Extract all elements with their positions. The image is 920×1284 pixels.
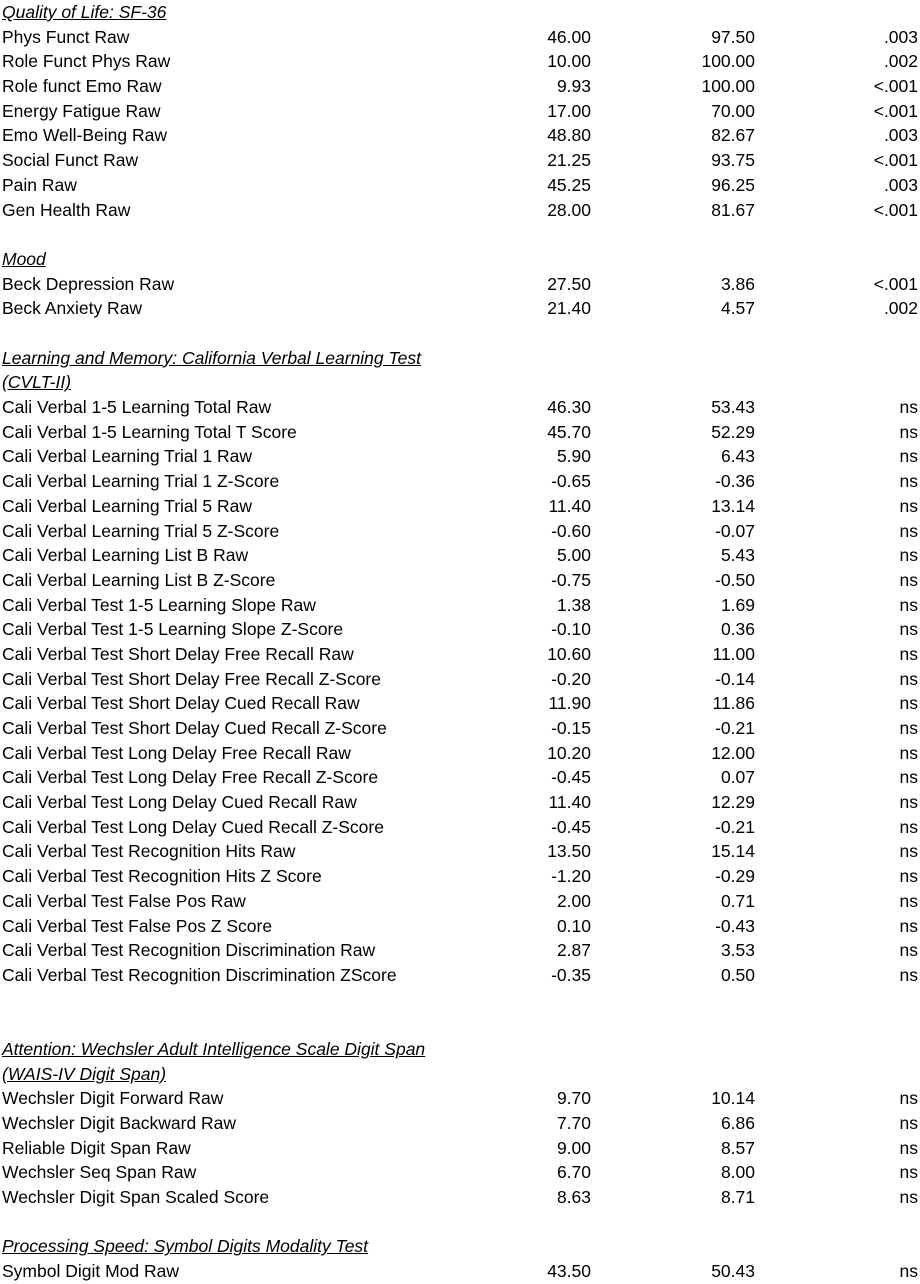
value-group-2: 53.43 bbox=[711, 397, 755, 418]
value-group-1: 9.00 bbox=[556, 1137, 591, 1158]
table-row bbox=[0, 494, 920, 519]
p-value: <.001 bbox=[873, 273, 918, 294]
p-value: .002 bbox=[883, 298, 918, 319]
value-group-1: 2.87 bbox=[556, 940, 591, 961]
table-row bbox=[0, 173, 920, 198]
table-row bbox=[0, 519, 920, 544]
value-group-2: 96.25 bbox=[711, 174, 755, 195]
value-group-2: 0.71 bbox=[720, 890, 755, 911]
value-group-1: 46.00 bbox=[547, 26, 591, 47]
table-row bbox=[0, 815, 920, 840]
p-value: ns bbox=[899, 471, 918, 492]
p-value: ns bbox=[899, 520, 918, 541]
value-group-2: 1.69 bbox=[720, 594, 755, 615]
value-group-2: 8.57 bbox=[720, 1137, 755, 1158]
row-label: Cali Verbal Learning Trial 1 Z-Score bbox=[2, 471, 280, 492]
value-group-1: -0.65 bbox=[551, 471, 591, 492]
row-label: Phys Funct Raw bbox=[2, 26, 130, 47]
p-value: ns bbox=[899, 397, 918, 418]
value-group-2: 81.67 bbox=[711, 199, 755, 220]
value-group-1: -0.45 bbox=[551, 767, 591, 788]
value-group-2: -0.43 bbox=[715, 915, 755, 936]
p-value: .003 bbox=[883, 26, 918, 47]
value-group-1: 48.80 bbox=[547, 125, 591, 146]
table-row bbox=[0, 272, 920, 297]
row-label: Cali Verbal Test Long Delay Cued Recall Z-Score bbox=[2, 816, 384, 837]
row-label: Cali Verbal Test Recognition Discrimination Raw bbox=[2, 940, 376, 961]
value-group-2: -0.21 bbox=[715, 718, 755, 738]
table-row bbox=[0, 667, 920, 692]
section-heading bbox=[0, 1037, 432, 1086]
value-group-2: 3.86 bbox=[720, 273, 755, 294]
table-row bbox=[0, 765, 920, 790]
p-value: ns bbox=[899, 841, 918, 862]
p-value: ns bbox=[899, 569, 918, 590]
section-spacer bbox=[0, 321, 920, 346]
table-row bbox=[0, 1111, 920, 1136]
value-group-2: -0.07 bbox=[715, 520, 755, 541]
section-heading-text: Processing Speed: Symbol Digits Modality Test bbox=[2, 1236, 369, 1257]
value-group-1: 17.00 bbox=[547, 100, 591, 121]
row-label: Cali Verbal Learning Trial 5 Z-Score bbox=[2, 520, 280, 541]
value-group-2: 50.43 bbox=[711, 1261, 755, 1282]
value-group-1: 5.90 bbox=[556, 446, 591, 467]
value-group-1: 45.25 bbox=[547, 174, 591, 195]
row-label: Role Funct Phys Raw bbox=[2, 51, 171, 72]
table-row bbox=[0, 593, 920, 618]
p-value: <.001 bbox=[873, 76, 918, 97]
section-heading-text: Mood bbox=[2, 248, 46, 269]
value-group-1: 1.38 bbox=[556, 594, 591, 615]
row-label: Cali Verbal Test Short Delay Cued Recall Raw bbox=[2, 693, 360, 714]
value-group-1: -0.60 bbox=[551, 520, 591, 541]
row-label: Pain Raw bbox=[2, 174, 77, 195]
value-group-1: 0.10 bbox=[556, 915, 591, 936]
p-value: .003 bbox=[883, 174, 918, 195]
value-group-2: 70.00 bbox=[711, 100, 755, 121]
value-group-2: 12.29 bbox=[711, 792, 755, 813]
p-value: ns bbox=[899, 1187, 918, 1208]
value-group-2: 0.07 bbox=[720, 767, 755, 788]
section-heading-text: Attention: Wechsler Adult Intelligence Scale Digit Span (WAIS-IV Digit Span) bbox=[2, 1038, 426, 1084]
value-group-1: 13.50 bbox=[547, 841, 591, 862]
table-row bbox=[0, 1136, 920, 1161]
table-row bbox=[0, 1160, 920, 1185]
value-group-1: 11.40 bbox=[548, 495, 591, 516]
section-heading-text: Learning and Memory: California Verbal Learning Test (CVLT-II) bbox=[2, 347, 421, 393]
value-group-1: 2.00 bbox=[556, 890, 591, 911]
value-group-2: 100.00 bbox=[701, 76, 755, 97]
p-value: ns bbox=[899, 1113, 918, 1134]
row-label: Cali Verbal Learning List B Raw bbox=[2, 545, 249, 566]
value-group-1: 43.50 bbox=[547, 1261, 591, 1282]
row-label: Cali Verbal 1-5 Learning Total T Score bbox=[2, 421, 297, 442]
table-row bbox=[0, 617, 920, 642]
row-label: Reliable Digit Span Raw bbox=[2, 1137, 191, 1158]
row-label: Emo Well-Being Raw bbox=[2, 125, 168, 146]
value-group-1: 11.90 bbox=[548, 693, 591, 714]
table-row bbox=[0, 864, 920, 889]
value-group-1: 7.70 bbox=[556, 1113, 591, 1134]
value-group-1: 11.40 bbox=[548, 792, 591, 813]
p-value: ns bbox=[899, 421, 918, 442]
p-value: ns bbox=[899, 940, 918, 961]
value-group-1: 9.93 bbox=[556, 76, 591, 97]
table-row bbox=[0, 296, 920, 321]
p-value: .003 bbox=[883, 125, 918, 146]
value-group-2: 15.14 bbox=[711, 841, 755, 862]
value-group-2: 97.50 bbox=[711, 26, 755, 47]
row-label: Cali Verbal Test 1-5 Learning Slope Raw bbox=[2, 594, 316, 615]
row-label: Energy Fatigue Raw bbox=[2, 100, 161, 121]
p-value: ns bbox=[899, 792, 918, 813]
value-group-2: 11.00 bbox=[712, 643, 755, 664]
value-group-2: 0.50 bbox=[720, 964, 755, 985]
table-row bbox=[0, 444, 920, 469]
row-label: Cali Verbal Test Recognition Hits Z Score bbox=[2, 866, 322, 887]
row-label: Gen Health Raw bbox=[2, 199, 131, 220]
table-row bbox=[0, 568, 920, 593]
value-group-1: -0.35 bbox=[551, 964, 591, 985]
value-group-2: 0.36 bbox=[720, 619, 755, 640]
value-group-2: 3.53 bbox=[720, 940, 755, 961]
value-group-2: -0.29 bbox=[715, 866, 755, 887]
section-heading bbox=[0, 247, 432, 272]
p-value: ns bbox=[899, 1137, 918, 1158]
value-group-2: 5.43 bbox=[720, 545, 755, 566]
value-group-2: 13.14 bbox=[711, 495, 755, 516]
value-group-1: 5.00 bbox=[556, 545, 591, 566]
p-value: ns bbox=[899, 915, 918, 936]
table-row bbox=[0, 1086, 920, 1111]
p-value: ns bbox=[899, 446, 918, 467]
table-row bbox=[0, 741, 920, 766]
value-group-1: 9.70 bbox=[556, 1088, 591, 1109]
row-label: Cali Verbal Learning List B Z-Score bbox=[2, 569, 276, 590]
table-row bbox=[0, 790, 920, 815]
table-row bbox=[0, 123, 920, 148]
p-value: ns bbox=[899, 668, 918, 689]
value-group-1: -1.20 bbox=[551, 866, 591, 887]
table-row bbox=[0, 716, 920, 741]
value-group-2: 8.00 bbox=[720, 1162, 755, 1183]
row-label: Cali Verbal Test Long Delay Free Recall Z-Score bbox=[2, 767, 379, 788]
table-row bbox=[0, 914, 920, 939]
row-label: Cali Verbal Test Recognition Hits Raw bbox=[2, 841, 296, 862]
value-group-2: -0.21 bbox=[715, 816, 755, 837]
table-row bbox=[0, 543, 920, 568]
row-label: Cali Verbal Test Long Delay Free Recall Raw bbox=[2, 742, 351, 763]
row-label: Cali Verbal Test False Pos Z Score bbox=[2, 915, 273, 936]
value-group-1: 8.63 bbox=[556, 1187, 591, 1208]
row-label: Cali Verbal 1-5 Learning Total Raw bbox=[2, 397, 272, 418]
table-row bbox=[0, 49, 920, 74]
section-spacer bbox=[0, 222, 920, 247]
value-group-2: 52.29 bbox=[711, 421, 755, 442]
value-group-1: 45.70 bbox=[547, 421, 591, 442]
value-group-2: 11.86 bbox=[712, 693, 755, 714]
row-label: Social Funct Raw bbox=[2, 150, 139, 171]
section-heading-text: Quality of Life: SF-36 bbox=[2, 2, 167, 22]
row-label: Cali Verbal Test Short Delay Free Recall Z-Score bbox=[2, 668, 381, 689]
value-group-2: 12.00 bbox=[711, 742, 755, 763]
value-group-1: 10.20 bbox=[547, 742, 591, 763]
value-group-2: 100.00 bbox=[701, 51, 755, 72]
p-value: ns bbox=[899, 619, 918, 640]
value-group-1: 46.30 bbox=[547, 397, 591, 418]
value-group-2: 6.43 bbox=[720, 446, 755, 467]
table-row bbox=[0, 1185, 920, 1210]
value-group-1: -0.15 bbox=[551, 718, 591, 738]
section-heading bbox=[0, 0, 432, 25]
value-group-2: -0.50 bbox=[715, 569, 755, 590]
value-group-2: -0.36 bbox=[715, 471, 755, 492]
row-label: Cali Verbal Test 1-5 Learning Slope Z-Score bbox=[2, 619, 344, 640]
value-group-1: 21.40 bbox=[547, 298, 591, 319]
value-group-2: 82.67 bbox=[711, 125, 755, 146]
value-group-2: 6.86 bbox=[720, 1113, 755, 1134]
value-group-1: 27.50 bbox=[547, 273, 591, 294]
table-row bbox=[0, 148, 920, 173]
row-label: Wechsler Digit Backward Raw bbox=[2, 1113, 237, 1134]
value-group-1: 10.60 bbox=[547, 643, 591, 664]
row-label: Symbol Digit Mod Raw bbox=[2, 1261, 179, 1282]
value-group-1: -0.75 bbox=[551, 569, 591, 590]
row-label: Cali Verbal Test Recognition Discrimination ZScore bbox=[2, 964, 397, 985]
p-value: <.001 bbox=[873, 199, 918, 220]
table-row bbox=[0, 889, 920, 914]
table-row bbox=[0, 395, 920, 420]
section-spacer bbox=[0, 1210, 920, 1235]
table-row bbox=[0, 198, 920, 223]
value-group-1: 6.70 bbox=[556, 1162, 591, 1183]
table-row bbox=[0, 1259, 920, 1284]
value-group-2: 4.57 bbox=[720, 298, 755, 319]
p-value: ns bbox=[899, 816, 918, 837]
value-group-1: 10.00 bbox=[547, 51, 591, 72]
p-value: ns bbox=[899, 742, 918, 763]
value-group-1: 28.00 bbox=[547, 199, 591, 220]
table-row bbox=[0, 963, 920, 988]
p-value: ns bbox=[899, 545, 918, 566]
section-spacer bbox=[0, 988, 920, 1013]
p-value: ns bbox=[899, 643, 918, 664]
section-spacer bbox=[0, 1012, 920, 1037]
table-row bbox=[0, 99, 920, 124]
value-group-2: 10.14 bbox=[711, 1088, 755, 1109]
p-value: .002 bbox=[883, 51, 918, 72]
p-value: ns bbox=[899, 866, 918, 887]
p-value: ns bbox=[899, 1261, 918, 1282]
value-group-1: 21.25 bbox=[547, 150, 591, 171]
p-value: <.001 bbox=[873, 150, 918, 171]
row-label: Cali Verbal Test False Pos Raw bbox=[2, 890, 246, 911]
table-row bbox=[0, 839, 920, 864]
p-value: ns bbox=[899, 718, 918, 738]
row-label: Role funct Emo Raw bbox=[2, 76, 162, 97]
table-row bbox=[0, 469, 920, 494]
table-row bbox=[0, 25, 920, 50]
p-value: ns bbox=[899, 1162, 918, 1183]
value-group-1: -0.10 bbox=[551, 619, 591, 640]
row-label: Cali Verbal Test Short Delay Free Recall Raw bbox=[2, 643, 354, 664]
value-group-2: -0.14 bbox=[715, 668, 755, 689]
value-group-2: 8.71 bbox=[720, 1187, 755, 1208]
row-label: Wechsler Seq Span Raw bbox=[2, 1162, 197, 1183]
p-value: ns bbox=[899, 890, 918, 911]
row-label: Cali Verbal Test Long Delay Cued Recall Raw bbox=[2, 792, 357, 813]
row-label: Wechsler Digit Span Scaled Score bbox=[2, 1187, 270, 1208]
value-group-1: -0.20 bbox=[551, 668, 591, 689]
row-label: Cali Verbal Test Short Delay Cued Recall Z-Score bbox=[2, 718, 387, 738]
table-row bbox=[0, 938, 920, 963]
row-label: Beck Depression Raw bbox=[2, 273, 175, 294]
row-label: Cali Verbal Learning Trial 1 Raw bbox=[2, 446, 252, 467]
p-value: ns bbox=[899, 594, 918, 615]
table-row bbox=[0, 642, 920, 667]
p-value: <.001 bbox=[873, 100, 918, 121]
row-label: Beck Anxiety Raw bbox=[2, 298, 143, 319]
p-value: ns bbox=[899, 1088, 918, 1109]
p-value: ns bbox=[899, 693, 918, 714]
row-label: Cali Verbal Learning Trial 5 Raw bbox=[2, 495, 252, 516]
value-group-2: 93.75 bbox=[711, 150, 755, 171]
table-row bbox=[0, 420, 920, 445]
section-heading bbox=[0, 346, 432, 395]
value-group-1: -0.45 bbox=[551, 816, 591, 837]
p-value: ns bbox=[899, 495, 918, 516]
table-row bbox=[0, 691, 920, 716]
p-value: ns bbox=[899, 767, 918, 788]
p-value: ns bbox=[899, 964, 918, 985]
section-heading bbox=[0, 1234, 432, 1259]
row-label: Wechsler Digit Forward Raw bbox=[2, 1088, 224, 1109]
table-row bbox=[0, 74, 920, 99]
